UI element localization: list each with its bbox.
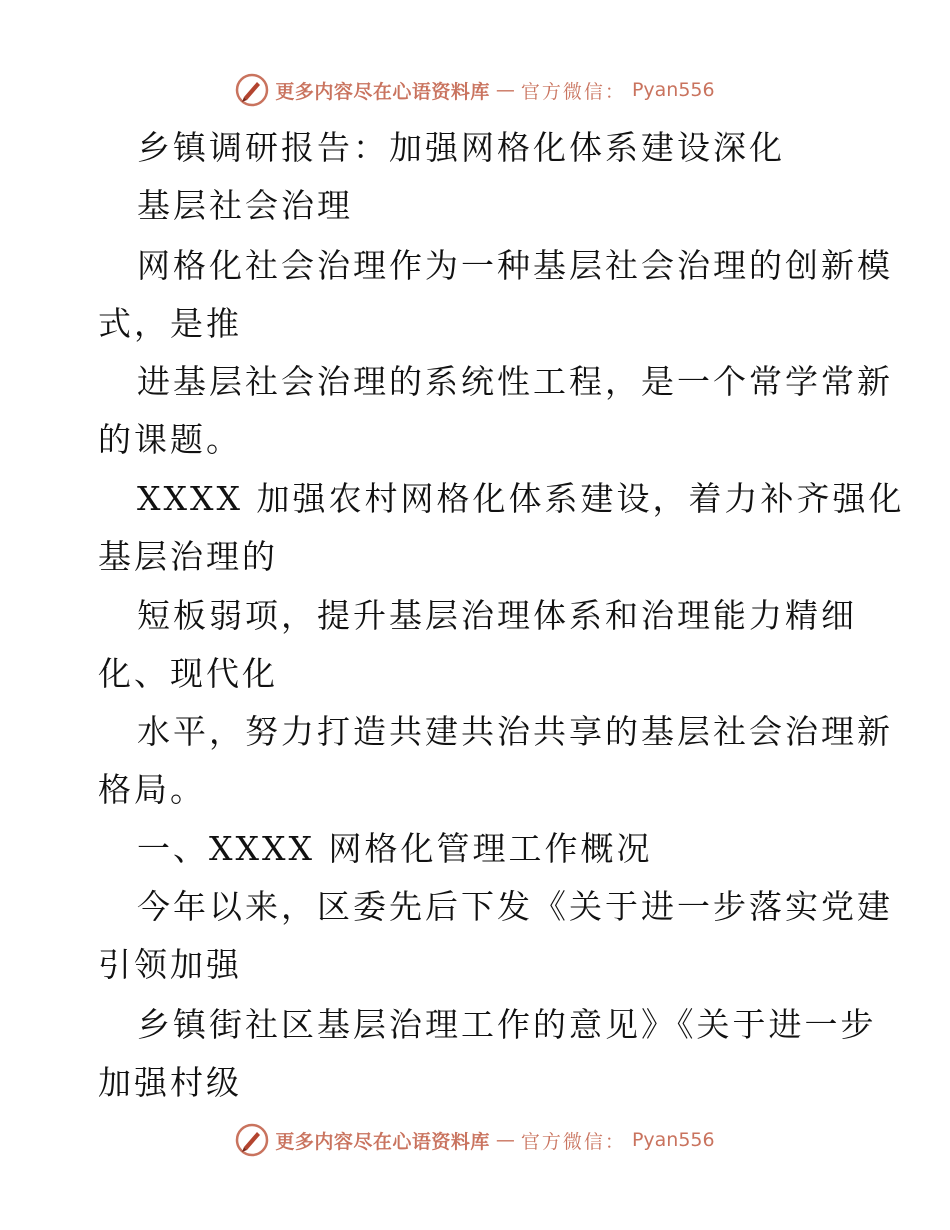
footer-watermark	[0, 1120, 950, 1160]
watermark-separator: —	[495, 1129, 515, 1151]
document-title-continued: 基层社会治理	[137, 186, 353, 225]
section-heading: 一、XXXX 网格化管理工作概况	[137, 829, 653, 868]
paragraph-line: 化、现代化	[98, 654, 278, 693]
paragraph-line: 格局。	[98, 770, 206, 809]
watermark-brand: 更多内容尽在心语资料库	[275, 80, 490, 103]
document-title: 乡镇调研报告：加强网格化体系建设深化	[137, 128, 785, 167]
paragraph-line: 网格化社会治理作为一种基层社会治理的创新模	[137, 246, 893, 285]
paragraph-line: 短板弱项，提升基层治理体系和治理能力精细	[137, 596, 857, 635]
paragraph-line: XXXX 加强农村网格化体系建设，着力补齐强化	[137, 479, 905, 518]
watermark-label: 官方微信：	[520, 80, 626, 103]
header-watermark	[0, 70, 950, 110]
paragraph-line: 水平，努力打造共建共治共享的基层社会治理新	[137, 712, 893, 751]
paragraph-line: 引领加强	[98, 945, 242, 984]
paragraph-line: 式，是推	[98, 304, 242, 343]
paragraph-line: 今年以来，区委先后下发《关于进一步落实党建	[137, 887, 893, 926]
pen-logo-icon	[235, 1123, 269, 1157]
paragraph-line: 的课题。	[98, 420, 242, 459]
watermark-separator: —	[495, 79, 515, 101]
paragraph-line: 进基层社会治理的系统性工程，是一个常学常新	[137, 362, 893, 401]
paragraph-line: 加强村级	[98, 1063, 242, 1102]
watermark-brand: 更多内容尽在心语资料库	[275, 1130, 490, 1153]
paragraph-line: 乡镇街社区基层治理工作的意见》《关于进一步	[137, 1005, 877, 1044]
pen-logo-icon	[235, 73, 269, 107]
watermark-label: 官方微信：	[520, 1130, 626, 1153]
watermark-account: Pyan556	[631, 1129, 715, 1151]
paragraph-line: 基层治理的	[98, 537, 278, 576]
watermark-account: Pyan556	[631, 79, 715, 101]
